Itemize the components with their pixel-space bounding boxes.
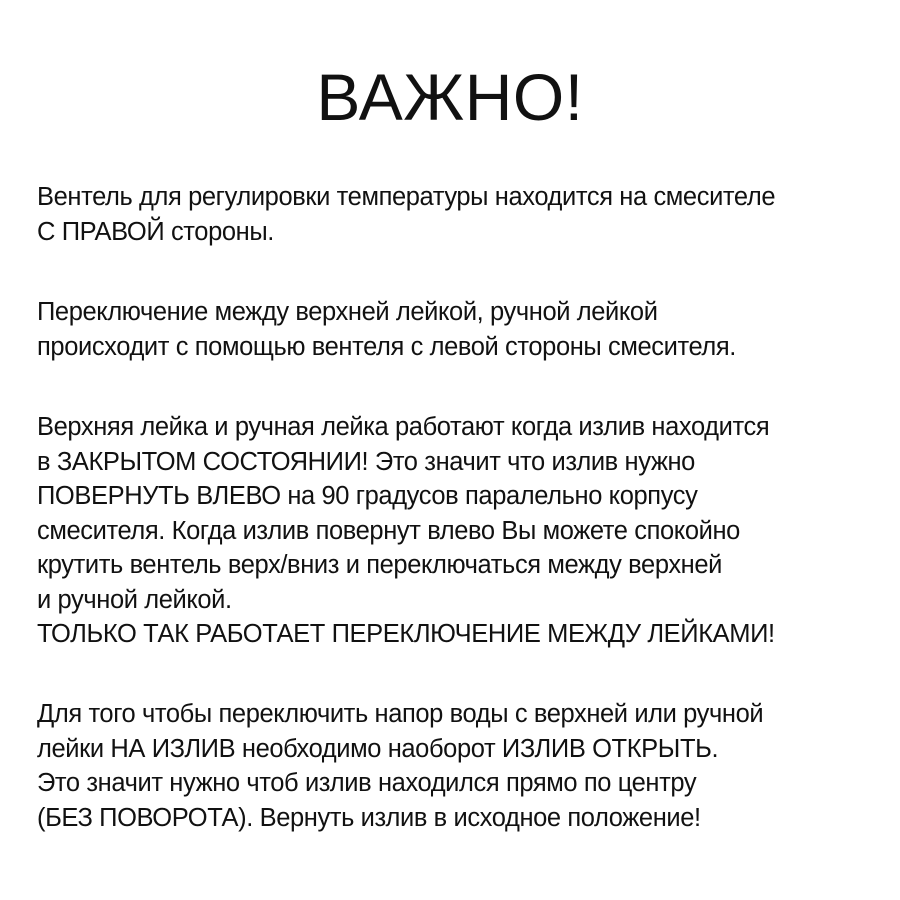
paragraph-line: смесителя. Когда излив повернут влево Вы можете спокойно <box>37 516 740 545</box>
page-title: ВАЖНО! <box>316 60 584 134</box>
paragraph-temperature-valve <box>37 180 867 249</box>
paragraph-line: происходит с помощью вентеля с левой стороны смесителя. <box>37 332 736 361</box>
paragraph-line: (БЕЗ ПОВОРОТА). Вернуть излив в исходное положение! <box>37 803 701 832</box>
paragraph-line: ТОЛЬКО ТАК РАБОТАЕТ ПЕРЕКЛЮЧЕНИЕ МЕЖДУ ЛЕЙКАМИ! <box>37 620 775 648</box>
paragraph-line: крутить вентель верх/вниз и переключаться между верхней <box>37 551 722 579</box>
paragraph-line: Вентель для регулировки температуры находится на смесителе <box>37 183 776 211</box>
paragraph-line: Это значит нужно чтоб излив находился прямо по центру <box>37 769 697 797</box>
paragraph-line: ПОВЕРНУТЬ ВЛЕВО на 90 градусов паралельно корпусу <box>37 482 698 510</box>
paragraph-line: и ручной лейкой. <box>37 585 232 614</box>
paragraph-line: в ЗАКРЫТОМ СОСТОЯНИИ! Это значит что излив нужно <box>37 447 695 476</box>
paragraph-line: С ПРАВОЙ стороны. <box>37 217 274 246</box>
paragraph-line: лейки НА ИЗЛИВ необходимо наоборот ИЗЛИВ ОТКРЫТЬ. <box>37 734 719 763</box>
paragraph-line: Верхняя лейка и ручная лейка работают когда излив находится <box>37 413 770 441</box>
paragraph-line: Для того чтобы переключить напор воды с верхней или ручной <box>37 700 764 728</box>
paragraph-line: Переключение между верхней лейкой, ручной лейкой <box>37 298 658 326</box>
paragraph-spout-closed <box>37 410 867 652</box>
paragraph-switch-valve <box>37 295 867 364</box>
paragraph-spout-open <box>37 697 867 835</box>
